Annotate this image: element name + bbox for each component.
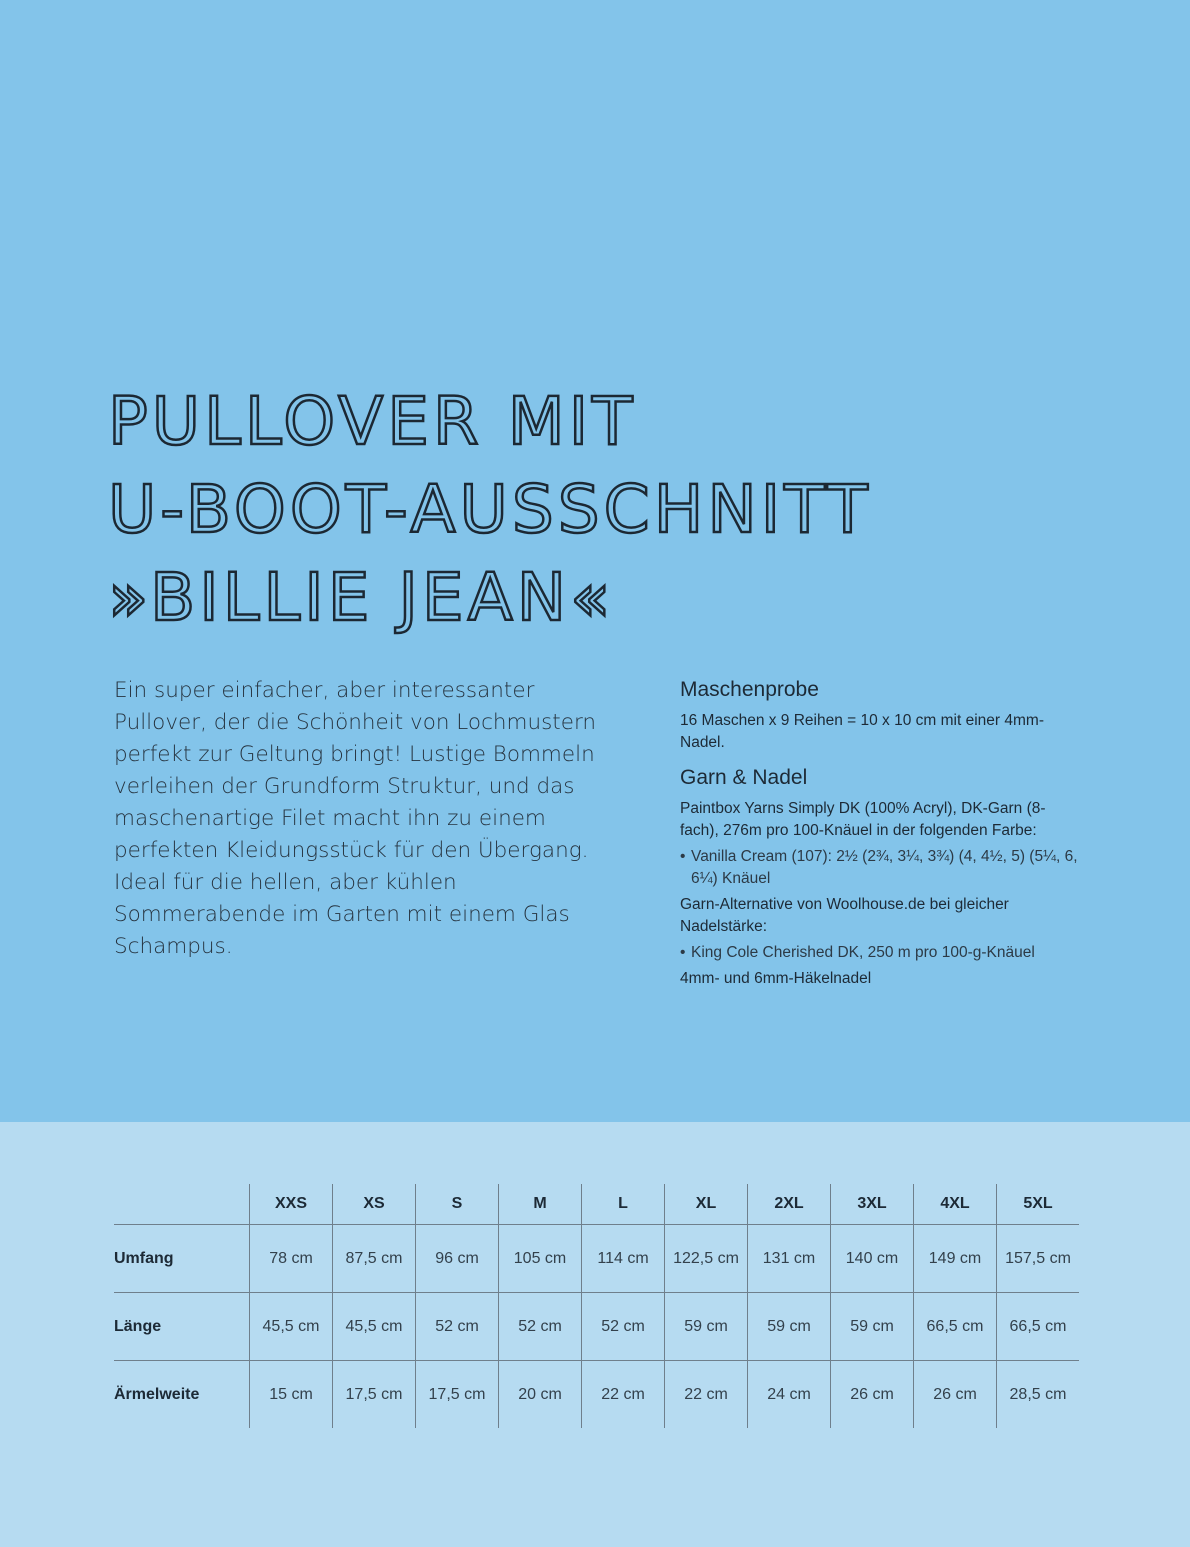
yarn-alt-list bbox=[680, 942, 1080, 964]
bullet-icon: • bbox=[680, 848, 686, 865]
table-cell: 26 cm bbox=[914, 1361, 997, 1429]
table-cell: 52 cm bbox=[499, 1293, 582, 1361]
gauge-heading: Maschenprobe bbox=[680, 678, 819, 701]
size-header-4xl: 4XL bbox=[914, 1184, 997, 1225]
bullet-icon: • bbox=[680, 944, 686, 961]
table-cell: 22 cm bbox=[582, 1361, 665, 1429]
table-cell: 140 cm bbox=[831, 1225, 914, 1293]
intro-text: Ein super einfacher, aber interessanter Pullover, der die Schönheit von Lochmustern perfekt zur Geltung bringt! Lustige Bommeln verleihen der Grundform Struktur, und das maschenartige Filet macht ihn zu einem perfekten Kleidungsstück für den Übergang. Ideal für die hellen, aber kühlen Sommerabende im Garten mit einem Glas Schampus. bbox=[114, 678, 597, 959]
size-header-5xl: 5XL bbox=[997, 1184, 1080, 1225]
yarn-list-item-text: Vanilla Cream (107): 2½ (2¾, 3¼, 3¾) (4, 4½, 5) (5¼, 6, 6¼) Knäuel bbox=[691, 848, 1078, 887]
table-cell: 45,5 cm bbox=[333, 1293, 416, 1361]
title-line-2: U-BOOT-AUSSCHNITT bbox=[108, 471, 872, 548]
table-cell: 17,5 cm bbox=[416, 1361, 499, 1429]
yarn-alt-list-item bbox=[680, 942, 1080, 964]
table-cell: 45,5 cm bbox=[250, 1293, 333, 1361]
yarn-heading: Garn & Nadel bbox=[680, 766, 808, 789]
table-cell: 149 cm bbox=[914, 1225, 997, 1293]
needle-text: 4mm- und 6mm-Häkelnadel bbox=[680, 970, 872, 987]
table-row bbox=[114, 1361, 1079, 1429]
size-header-l: L bbox=[582, 1184, 665, 1225]
page-title bbox=[108, 378, 872, 642]
title-line-3: »BILLIE JEAN« bbox=[108, 559, 615, 636]
table-cell: 26 cm bbox=[831, 1361, 914, 1429]
row-label: Ärmelweite bbox=[114, 1361, 250, 1429]
row-label: Länge bbox=[114, 1293, 250, 1361]
yarn-alt-list-item-text: King Cole Cherished DK, 250 m pro 100-g-Knäuel bbox=[691, 944, 1035, 961]
table-cell: 59 cm bbox=[831, 1293, 914, 1361]
table-cell: 20 cm bbox=[499, 1361, 582, 1429]
size-header-xs: XS bbox=[333, 1184, 416, 1225]
table-row bbox=[114, 1293, 1079, 1361]
table-cell: 24 cm bbox=[748, 1361, 831, 1429]
corner-cell bbox=[114, 1184, 250, 1225]
table-row bbox=[114, 1225, 1079, 1293]
table-cell: 28,5 cm bbox=[997, 1361, 1080, 1429]
size-header-row bbox=[114, 1184, 1079, 1225]
table-cell: 122,5 cm bbox=[665, 1225, 748, 1293]
size-table-body bbox=[114, 1225, 1079, 1429]
table-cell: 157,5 cm bbox=[997, 1225, 1080, 1293]
table-cell: 22 cm bbox=[665, 1361, 748, 1429]
row-label: Umfang bbox=[114, 1225, 250, 1293]
table-cell: 52 cm bbox=[582, 1293, 665, 1361]
yarn-list bbox=[680, 846, 1080, 890]
table-cell: 52 cm bbox=[416, 1293, 499, 1361]
pattern-info bbox=[680, 676, 1080, 994]
size-header-s: S bbox=[416, 1184, 499, 1225]
table-cell: 59 cm bbox=[665, 1293, 748, 1361]
table-cell: 114 cm bbox=[582, 1225, 665, 1293]
table-cell: 87,5 cm bbox=[333, 1225, 416, 1293]
size-table bbox=[114, 1184, 1079, 1428]
table-cell: 66,5 cm bbox=[914, 1293, 997, 1361]
table-cell: 78 cm bbox=[250, 1225, 333, 1293]
gauge-text: 16 Maschen x 9 Reihen = 10 x 10 cm mit einer 4mm-Nadel. bbox=[680, 712, 1044, 751]
size-header-m: M bbox=[499, 1184, 582, 1225]
size-header-xxs: XXS bbox=[250, 1184, 333, 1225]
yarn-text: Paintbox Yarns Simply DK (100% Acryl), DK-Garn (8-fach), 276m pro 100-Knäuel in der folgenden Farbe: bbox=[680, 800, 1046, 839]
table-cell: 131 cm bbox=[748, 1225, 831, 1293]
table-cell: 17,5 cm bbox=[333, 1361, 416, 1429]
table-cell: 15 cm bbox=[250, 1361, 333, 1429]
size-header-2xl: 2XL bbox=[748, 1184, 831, 1225]
table-cell: 96 cm bbox=[416, 1225, 499, 1293]
yarn-list-item bbox=[680, 846, 1080, 890]
size-header-3xl: 3XL bbox=[831, 1184, 914, 1225]
table-cell: 59 cm bbox=[748, 1293, 831, 1361]
table-cell: 105 cm bbox=[499, 1225, 582, 1293]
table-cell: 66,5 cm bbox=[997, 1293, 1080, 1361]
yarn-alt-text: Garn-Alternative von Woolhouse.de bei gleicher Nadelstärke: bbox=[680, 896, 1009, 935]
title-line-1: PULLOVER MIT bbox=[108, 383, 637, 460]
size-header-xl: XL bbox=[665, 1184, 748, 1225]
